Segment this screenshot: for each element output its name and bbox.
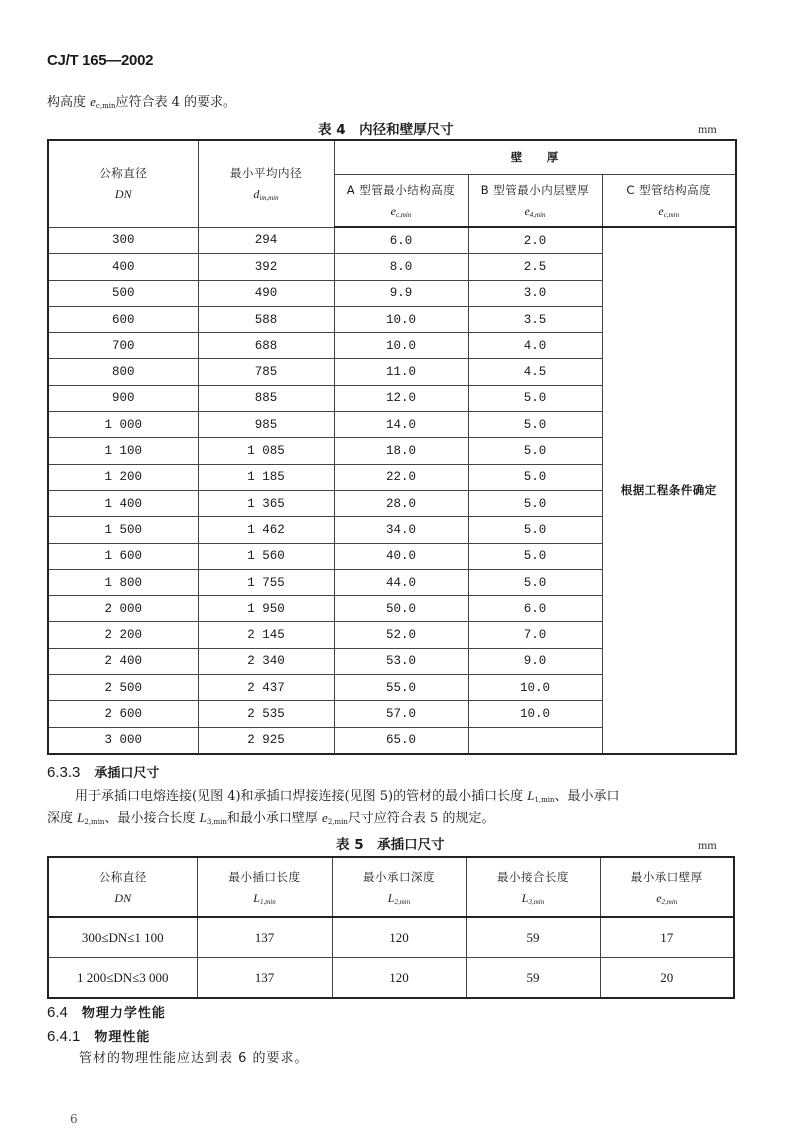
table-cell-dim: 1 365 [198, 490, 334, 516]
table-cell-b: 4.0 [468, 333, 602, 359]
header-label: A 型管最小结构高度 [346, 182, 456, 197]
table-cell-a: 22.0 [334, 464, 468, 490]
body-text: 用于承插口电熔连接(见图 4)和承插口焊接连接(见图 5)的管材的最小插口长度 [75, 789, 528, 804]
table-cell-dn: 2 600 [48, 701, 198, 727]
table-cell-a: 57.0 [334, 701, 468, 727]
table-cell-b: 5.0 [468, 438, 602, 464]
document-code: CJ/T 165—2002 [47, 52, 154, 69]
table-cell-b: 4.5 [468, 359, 602, 385]
section-6-3-3-paragraph-line2 [47, 808, 747, 832]
table-row [48, 917, 734, 958]
section-6-4-1-heading [47, 1026, 150, 1045]
table-cell-b: 2.5 [468, 254, 602, 280]
table-cell-dn: 1 400 [48, 490, 198, 516]
table-cell-a: 28.0 [334, 490, 468, 516]
table-cell-dim: 1 185 [198, 464, 334, 490]
header-min-inner-diameter [198, 140, 334, 227]
table-cell-dim: 1 950 [198, 596, 334, 622]
body-text: 、最小接合长度 [104, 811, 200, 826]
table5-header-4 [600, 857, 734, 917]
subscript: 2,min [84, 818, 105, 826]
table-cell-dn: 2 500 [48, 675, 198, 701]
table-cell-dim: 2 340 [198, 648, 334, 674]
table-cell-b: 5.0 [468, 464, 602, 490]
section-6-4-1-body: 管材的物理性能应达到表 6 的要求。 [79, 1051, 309, 1066]
table-cell-l1: 137 [197, 917, 332, 958]
table-cell-b: 5.0 [468, 517, 602, 543]
header-label: 最小插口长度 [228, 869, 301, 884]
table-cell-a: 9.9 [334, 280, 468, 306]
subscript: 1,min [534, 796, 555, 804]
table-cell-dim: 785 [198, 359, 334, 385]
table-cell-dn: 1 100 [48, 438, 198, 464]
table-cell-dn: 1 800 [48, 569, 198, 595]
section-6-4-heading [47, 1002, 166, 1021]
table-cell-b: 6.0 [468, 596, 602, 622]
table-cell-dn: 1 200 [48, 464, 198, 490]
table-cell-a: 18.0 [334, 438, 468, 464]
table-cell-l1: 137 [197, 958, 332, 999]
table-cell-dn: 1 500 [48, 517, 198, 543]
symbol: e [90, 94, 96, 109]
section-number: 6.4 [47, 1004, 68, 1021]
table-cell-dim: 1 462 [198, 517, 334, 543]
table-cell-dim: 688 [198, 333, 334, 359]
table-cell-b: 2.0 [468, 227, 602, 254]
table-cell-dn: 800 [48, 359, 198, 385]
symbol: e [322, 810, 328, 825]
table4-inner-diameter-wall-thickness [47, 139, 737, 755]
table-cell-dim: 985 [198, 412, 334, 438]
header-symbol: L [387, 890, 395, 905]
table5-caption: 表 5 承插口尺寸 [336, 837, 445, 853]
table-cell-b: 9.0 [468, 648, 602, 674]
table-cell-dn: 1 600 [48, 543, 198, 569]
table-cell-dim: 1 755 [198, 569, 334, 595]
header-symbol: L [253, 890, 260, 905]
subscript: 1,min [259, 897, 276, 906]
table-cell-b: 10.0 [468, 701, 602, 727]
table-cell-dn: 600 [48, 306, 198, 332]
section-6-3-3-paragraph-line1 [75, 786, 745, 810]
table-cell-a: 52.0 [334, 622, 468, 648]
section-6-3-3-heading [47, 762, 159, 781]
table-cell-a: 65.0 [334, 727, 468, 754]
table-cell-a: 14.0 [334, 412, 468, 438]
table-cell-dn: 900 [48, 385, 198, 411]
section-number: 6.4.1 [47, 1028, 81, 1045]
type-c-note: 根据工程条件确定 [602, 227, 736, 754]
table-cell-l3: 59 [466, 917, 600, 958]
table-cell-l2: 120 [332, 917, 466, 958]
table-cell-a: 50.0 [334, 596, 468, 622]
table-cell-a: 8.0 [334, 254, 468, 280]
table-cell-dn: 1 200≤DN≤3 000 [48, 958, 197, 999]
table5-header-3 [466, 857, 600, 917]
header-type-b [468, 174, 602, 227]
table-cell-b: 3.0 [468, 280, 602, 306]
table4-caption: 表 4 内径和壁厚尺寸 [318, 122, 454, 138]
header-label: 公称直径 [98, 869, 147, 884]
table-cell-l3: 59 [466, 958, 600, 999]
table-cell-dn: 400 [48, 254, 198, 280]
table-cell-b: 5.0 [468, 490, 602, 516]
subscript: 3,min [528, 897, 545, 906]
table-cell-dn: 2 000 [48, 596, 198, 622]
subscript: c,min [95, 102, 116, 110]
header-type-a [334, 174, 468, 227]
table-row [48, 958, 734, 999]
table-cell-a: 10.0 [334, 333, 468, 359]
table-cell-l2: 120 [332, 958, 466, 999]
table-cell-dim: 2 145 [198, 622, 334, 648]
intro-text: 应符合表 4 的要求。 [115, 95, 236, 110]
subscript: 2,min [394, 897, 411, 906]
header-label: 最小接合长度 [497, 869, 569, 884]
table4-unit: mm [698, 122, 717, 136]
table5-body [48, 917, 734, 998]
symbol: L [527, 788, 535, 803]
header-label: C 型管结构高度 [626, 182, 712, 197]
header-label: 最小平均内径 [230, 166, 302, 181]
table-cell-dn: 2 400 [48, 648, 198, 674]
table-row [48, 227, 736, 254]
header-type-c [602, 174, 736, 227]
subscript: c,min [395, 210, 412, 219]
subscript: 2,min [661, 897, 678, 906]
table-cell-b [468, 727, 602, 754]
table-cell-dn: 300 [48, 227, 198, 254]
table-cell-a: 34.0 [334, 517, 468, 543]
header-wall-thickness: 壁 厚 [334, 140, 736, 174]
header-label: B 型管最小内层壁厚 [480, 182, 590, 197]
table5-header-1 [197, 857, 332, 917]
section-number: 6.3.3 [47, 764, 81, 781]
table-cell-a: 11.0 [334, 359, 468, 385]
body-text: 尺寸应符合表 5 的规定。 [347, 811, 495, 826]
table-cell-e2: 17 [600, 917, 734, 958]
section-title: 物理力学性能 [81, 1006, 166, 1021]
symbol: L [199, 810, 207, 825]
subscript: c,min [663, 210, 680, 219]
table-cell-dn: 700 [48, 333, 198, 359]
intro-paragraph [47, 92, 236, 116]
intro-text: 构高度 [47, 95, 91, 110]
subscript: 3,min [206, 818, 227, 826]
table-cell-dim: 2 925 [198, 727, 334, 754]
table-cell-b: 5.0 [468, 385, 602, 411]
table-cell-dn: 1 000 [48, 412, 198, 438]
table-cell-dim: 1 560 [198, 543, 334, 569]
table-cell-dim: 392 [198, 254, 334, 280]
header-symbol: e [390, 203, 396, 218]
header-dn [48, 140, 198, 227]
table-cell-a: 44.0 [334, 569, 468, 595]
table-cell-b: 5.0 [468, 412, 602, 438]
header-label: 最小承口深度 [363, 869, 435, 884]
section-title: 物理性能 [94, 1030, 151, 1045]
table-cell-b: 10.0 [468, 675, 602, 701]
header-symbol: d [253, 187, 260, 202]
table-cell-dim: 2 535 [198, 701, 334, 727]
table-cell-a: 6.0 [334, 227, 468, 254]
table-cell-dim: 588 [198, 306, 334, 332]
body-text: 、最小承口 [554, 789, 620, 804]
header-symbol: L [521, 890, 529, 905]
table-cell-a: 53.0 [334, 648, 468, 674]
table-cell-dim: 490 [198, 280, 334, 306]
table-cell-dn: 500 [48, 280, 198, 306]
table-cell-dn: 3 000 [48, 727, 198, 754]
table-cell-a: 55.0 [334, 675, 468, 701]
table-cell-e2: 20 [600, 958, 734, 999]
symbol: L [77, 810, 85, 825]
header-symbol: e [524, 203, 530, 218]
subscript: 4,min [529, 210, 546, 219]
header-symbol: e [658, 203, 664, 218]
header-symbol: DN [114, 890, 132, 905]
header-label: 最小承口壁厚 [630, 869, 703, 884]
header-symbol: DN [114, 187, 132, 202]
table-cell-b: 5.0 [468, 543, 602, 569]
table-cell-b: 5.0 [468, 569, 602, 595]
table-cell-a: 12.0 [334, 385, 468, 411]
header-symbol: e [656, 890, 662, 905]
table-cell-dim: 294 [198, 227, 334, 254]
table-cell-dim: 2 437 [198, 675, 334, 701]
table-cell-a: 10.0 [334, 306, 468, 332]
table5-header-0 [48, 857, 197, 917]
table5-header-2 [332, 857, 466, 917]
table4-body [48, 227, 736, 754]
body-text: 深度 [47, 811, 78, 826]
table5-unit: mm [698, 838, 717, 852]
table-cell-dim: 1 085 [198, 438, 334, 464]
header-label: 公称直径 [99, 166, 148, 181]
subscript: 2,min [327, 818, 348, 826]
page-number: 6 [70, 1112, 78, 1126]
table-cell-dim: 885 [198, 385, 334, 411]
table-cell-a: 40.0 [334, 543, 468, 569]
table5-socket-dimensions [47, 856, 735, 999]
table-cell-dn: 300≤DN≤1 100 [48, 917, 197, 958]
table-cell-b: 7.0 [468, 622, 602, 648]
section-title: 承插口尺寸 [94, 766, 160, 781]
subscript: im,min [259, 194, 279, 203]
table-cell-b: 3.5 [468, 306, 602, 332]
body-text: 和最小承口壁厚 [226, 811, 323, 826]
table-cell-dn: 2 200 [48, 622, 198, 648]
